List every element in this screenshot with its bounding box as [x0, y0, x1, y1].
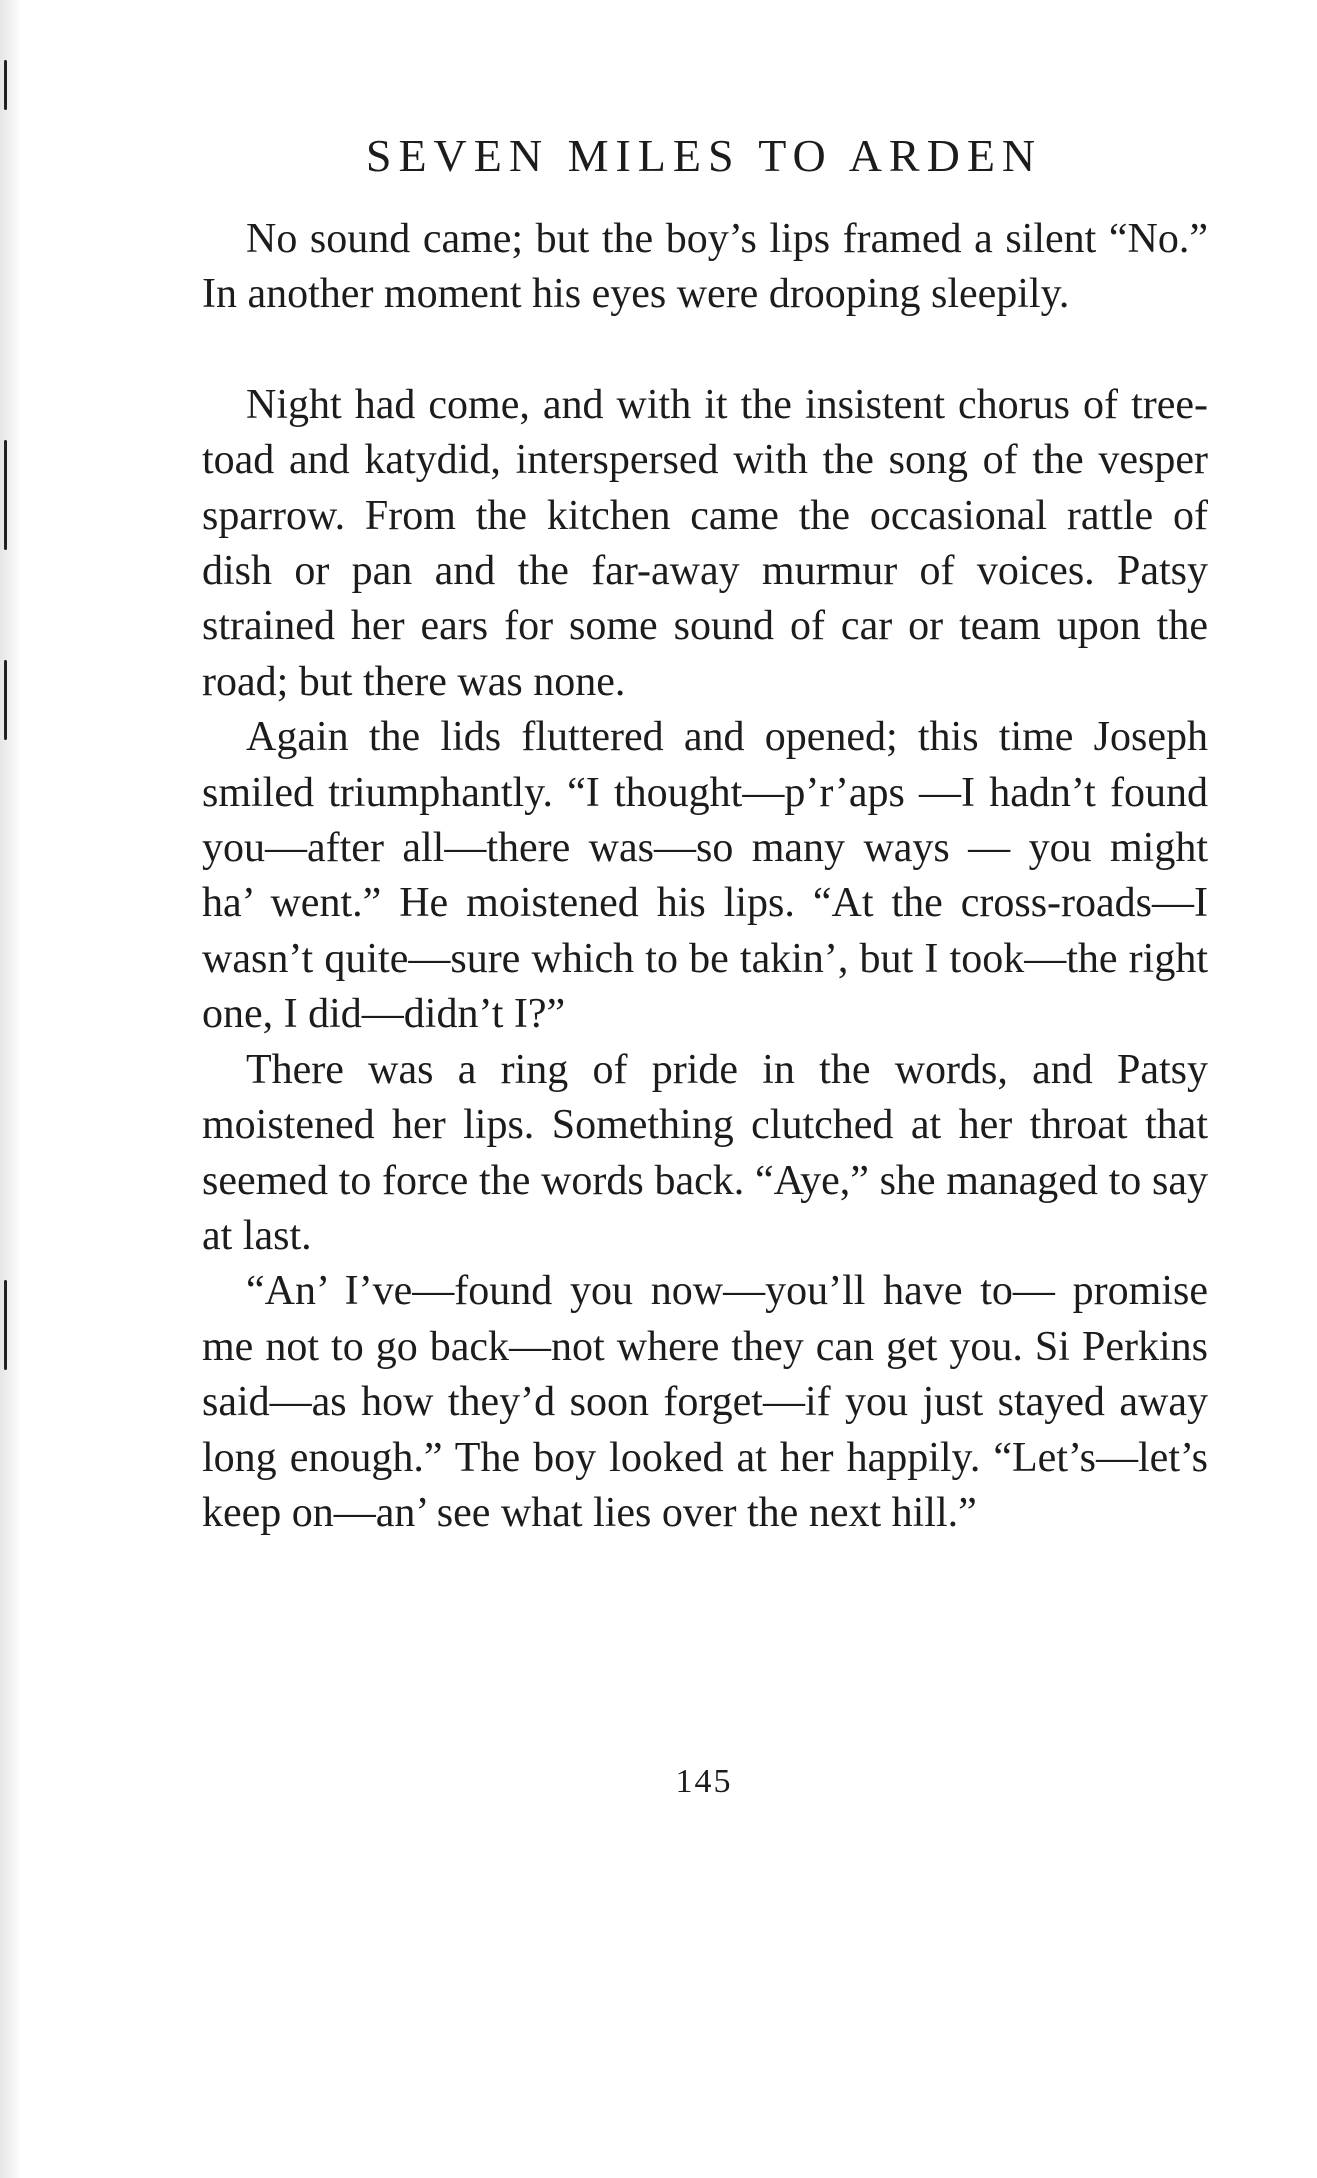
- binding-mark: [4, 1280, 7, 1370]
- paragraph: There was a ring of pride in the words, and Patsy moistened her lips. Something clutched at her throat that seemed to force the words back. “Aye,” she managed to say at last.: [202, 1046, 1208, 1259]
- page-number: 145: [675, 1763, 733, 1800]
- paragraph: “An’ I’ve—found you now—you’ll have to— promise me not to go back—not where they can get you. Si Perkins said—as how they’d soon forget—if you just stayed away long enough.” The boy looked at her happily. “Let’s—let’s keep on—an’ see what lies over the next hill.”: [202, 1268, 1208, 1536]
- running-head: SEVEN MILES TO ARDEN: [365, 130, 1043, 181]
- binding-mark: [4, 440, 7, 550]
- binding-mark: [4, 60, 7, 110]
- paragraph: No sound came; but the boy’s lips framed a silent “No.” In another moment his eyes were drooping sleepily.: [202, 216, 1208, 318]
- paragraph: Again the lids fluttered and opened; this time Joseph smiled triumphantly. “I thought—p’r’aps —I hadn’t found you—after all—there was—so many ways — you might ha’ went.” He moistened his lips. “At the cross-roads—I wasn’t quite—sure which to be takin’, but I took—the right one, I did—didn’t I?”: [202, 714, 1208, 1038]
- body-text: [202, 212, 1208, 1541]
- binding-shadow: [0, 0, 22, 2178]
- paragraph: Night had come, and with it the insistent chorus of tree-toad and katydid, interspersed with the song of the vesper sparrow. From the kitchen came the occasional rattle of dish or pan and the far-away murmur of voices. Patsy strained her ears for some sound of car or team upon the road; but there was none.: [202, 381, 1208, 705]
- binding-mark: [4, 660, 7, 740]
